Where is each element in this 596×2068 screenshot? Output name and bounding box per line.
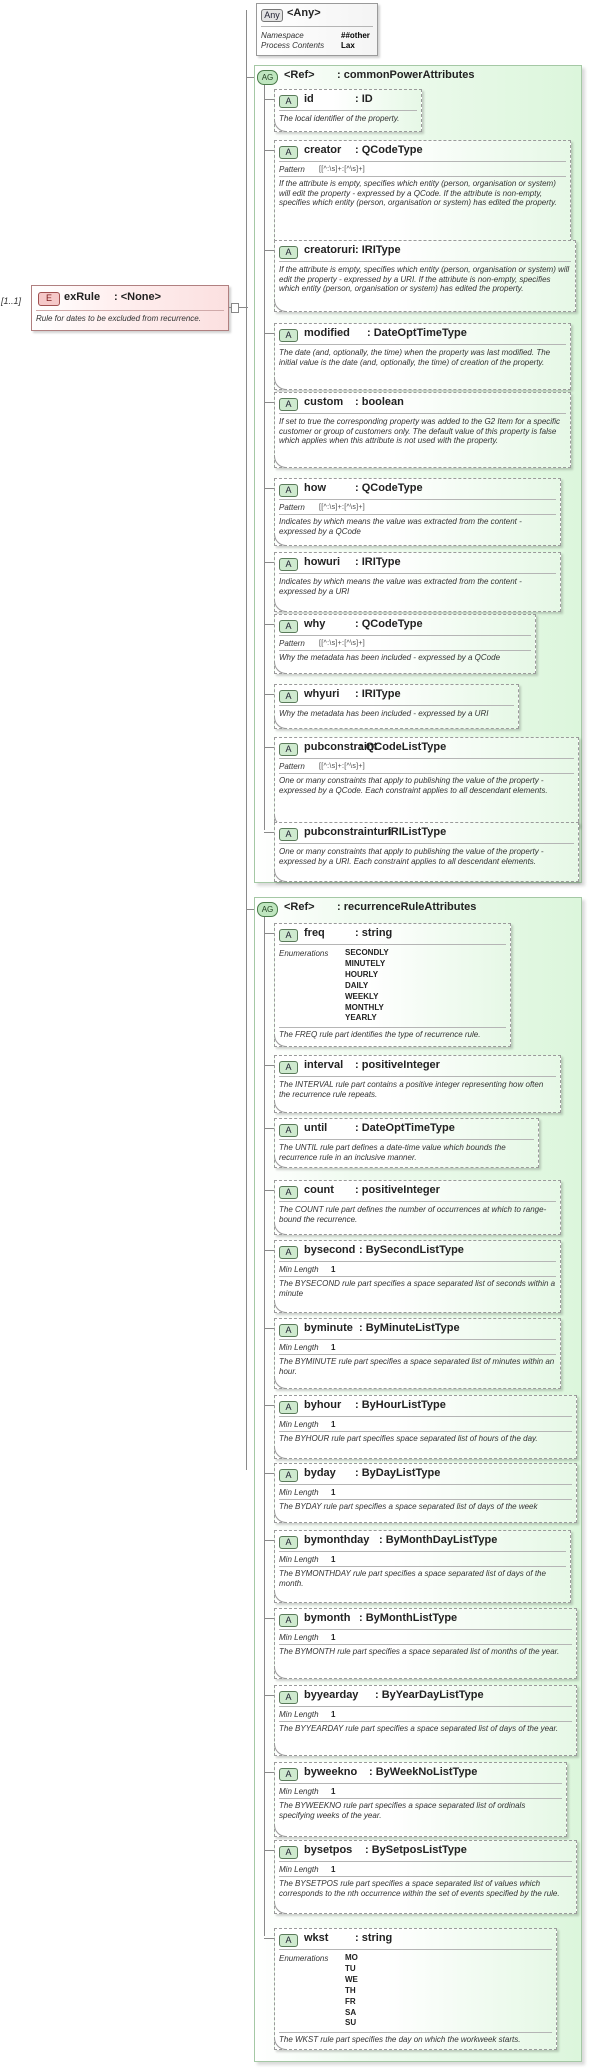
pattern-value: [[^:\s]+:[^\s]+] xyxy=(319,640,365,647)
attribute-name: creatoruri xyxy=(304,244,356,256)
attribute-chip: A xyxy=(279,1846,298,1859)
card-corner xyxy=(274,1510,287,1523)
enumerations-label: Enumerations xyxy=(279,949,329,958)
attribute-chip: A xyxy=(279,929,298,942)
card-corner xyxy=(274,869,287,882)
attribute-connector xyxy=(264,1473,274,1474)
attribute-card-bysetpos[interactable] xyxy=(274,1840,577,1914)
attribute-chip: A xyxy=(279,1246,298,1259)
card-corner xyxy=(274,1901,287,1914)
min-length-label: Min Length xyxy=(279,1265,319,1274)
attribute-type: : QCodeListType xyxy=(359,741,447,753)
card-separator xyxy=(279,413,566,414)
attribute-group-name: : commonPowerAttributes xyxy=(337,69,475,81)
attribute-card-byhour[interactable] xyxy=(274,1395,577,1459)
attribute-chip: A xyxy=(279,743,298,756)
enumeration-value: WEEKLY xyxy=(345,991,379,1001)
card-corner xyxy=(274,1376,287,1389)
attribute-card-howuri[interactable] xyxy=(274,552,561,612)
card-separator xyxy=(279,944,506,945)
card-corner xyxy=(274,1590,287,1603)
attribute-chip: A xyxy=(279,398,298,411)
attribute-name: byday xyxy=(304,1467,336,1479)
card-corner xyxy=(274,1300,287,1313)
attribute-chip: A xyxy=(279,828,298,841)
min-length-label: Min Length xyxy=(279,1787,319,1796)
card-corner xyxy=(274,599,287,612)
element-multiplicity: [1..1] xyxy=(1,296,22,306)
card-separator xyxy=(279,1339,556,1340)
card-separator xyxy=(279,1876,572,1877)
card-separator xyxy=(279,261,571,262)
attribute-description: The BYWEEKNO rule part specifies a space separated list of ordinals specifying weeks of the year. xyxy=(279,1801,526,1820)
attribute-card-until[interactable] xyxy=(274,1118,539,1168)
pattern-label: Pattern xyxy=(279,762,305,771)
attribute-description: Indicates by which means the value was extracted from the content - expressed by a QCode xyxy=(279,517,522,536)
attribute-description: The INTERVAL rule part contains a positive integer representing how often the recurrence rule repeats. xyxy=(279,1080,544,1099)
any-box xyxy=(256,3,378,56)
attribute-type: : IRIType xyxy=(355,556,401,568)
attribute-chip: A xyxy=(279,95,298,108)
attribute-description: The BYYEARDAY rule part specifies a space separated list of days of the year. xyxy=(279,1724,559,1733)
attribute-card-freq[interactable] xyxy=(274,923,511,1047)
attribute-connector xyxy=(264,1850,274,1851)
enumeration-value: TH xyxy=(345,1985,356,1995)
attribute-card-how[interactable] xyxy=(274,478,561,546)
element-name: exRule xyxy=(64,291,101,303)
card-separator xyxy=(279,1551,566,1552)
card-separator xyxy=(279,635,531,636)
min-length-label: Min Length xyxy=(279,1865,319,1874)
attribute-type: : ByMonthDayListType xyxy=(379,1534,498,1546)
enumeration-value: MINUTELY xyxy=(345,958,386,968)
attribute-card-bymonth[interactable] xyxy=(274,1608,577,1679)
attribute-description: If set to true the corresponding property was added to the G2 Item for a specific customer or group of customers only. The default value of this property is false which applies when this attribute is not used with the property. xyxy=(279,417,561,446)
attribute-name: until xyxy=(304,1122,328,1134)
attribute-group-ref: <Ref> xyxy=(284,901,315,913)
attribute-name: byweekno xyxy=(304,1766,358,1778)
card-separator xyxy=(279,1949,552,1950)
card-separator xyxy=(279,1076,556,1077)
attribute-name: why xyxy=(304,618,326,630)
pattern-label: Pattern xyxy=(279,639,305,648)
attribute-chip: A xyxy=(279,1691,298,1704)
card-separator xyxy=(279,1629,572,1630)
min-length-label: Min Length xyxy=(279,1633,319,1642)
card-separator xyxy=(279,758,574,759)
card-separator xyxy=(279,705,514,706)
pattern-value: [[^:\s]+:[^\s]+] xyxy=(319,504,365,511)
attribute-chip: A xyxy=(279,1401,298,1414)
attribute-connector xyxy=(264,1938,274,1939)
attribute-card-creator[interactable] xyxy=(274,140,571,252)
card-separator xyxy=(279,1484,572,1485)
attribute-type: : DateOptTimeType xyxy=(367,327,467,339)
attribute-connector xyxy=(264,1065,274,1066)
attribute-card-creatoruri[interactable] xyxy=(274,240,576,312)
pattern-label: Pattern xyxy=(279,165,305,174)
attribute-chip: A xyxy=(279,558,298,571)
attribute-connector xyxy=(264,1618,274,1619)
attribute-description: The BYDAY rule part specifies a space separated list of days of the week xyxy=(279,1502,538,1511)
card-separator xyxy=(279,1139,534,1140)
attribute-type: : QCodeType xyxy=(355,618,423,630)
attribute-card-modified[interactable] xyxy=(274,323,571,390)
element-description: Rule for dates to be excluded from recurrence. xyxy=(36,314,201,323)
attribute-description: The UNTIL rule part defines a date-time value which bounds the recurrence rule in an inclusive manner. xyxy=(279,1143,506,1162)
attribute-connector xyxy=(264,150,274,151)
min-length-value: 1 xyxy=(331,1865,336,1874)
attribute-name: byhour xyxy=(304,1399,342,1411)
enumeration-value: SU xyxy=(345,2018,357,2028)
attribute-card-pubconstraint[interactable] xyxy=(274,737,579,827)
attribute-type: : string xyxy=(355,1932,393,1944)
card-separator xyxy=(279,110,417,111)
attribute-chip: A xyxy=(279,484,298,497)
attribute-connector xyxy=(264,562,274,563)
attribute-chip: A xyxy=(279,1934,298,1947)
attribute-description: One or many constraints that apply to publishing the value of the property - expressed by a QCode. Each constraint applies to all descendant elements. xyxy=(279,776,548,795)
attribute-description: If the attribute is empty, specifies which entity (person, organisation or system) will edit the property - expressed by a QCode. If the attribute is non-empty, specifies which entity (person, organisation or system) has edited the property. xyxy=(279,179,557,208)
card-corner xyxy=(274,661,287,674)
group-spine xyxy=(264,85,265,830)
card-separator xyxy=(279,1644,572,1645)
attribute-connector xyxy=(264,624,274,625)
any-process-label: Process Contents xyxy=(261,41,325,50)
element-exrule[interactable] xyxy=(31,285,229,331)
attribute-connector xyxy=(264,1190,274,1191)
attribute-type: : IRIType xyxy=(355,244,401,256)
min-length-label: Min Length xyxy=(279,1555,319,1564)
attribute-card-whyuri[interactable] xyxy=(274,684,519,729)
min-length-label: Min Length xyxy=(279,1488,319,1497)
min-length-label: Min Length xyxy=(279,1343,319,1352)
attribute-type: : ID xyxy=(355,93,373,105)
min-length-value: 1 xyxy=(331,1710,336,1719)
attribute-connector xyxy=(264,99,274,100)
enumeration-value: YEARLY xyxy=(345,1013,377,1023)
attribute-chip: A xyxy=(279,146,298,159)
min-length-value: 1 xyxy=(331,1555,336,1564)
attribute-group-chip: AG xyxy=(257,902,278,917)
attribute-name: howuri xyxy=(304,556,341,568)
attribute-name: id xyxy=(304,93,314,105)
card-separator xyxy=(279,176,566,177)
card-separator xyxy=(279,1798,562,1799)
attribute-name: creator xyxy=(304,144,342,156)
enumeration-value: DAILY xyxy=(345,980,369,990)
min-length-label: Min Length xyxy=(279,1420,319,1429)
attribute-group-chip: AG xyxy=(257,70,278,85)
pattern-value: [[^:\s]+:[^\s]+] xyxy=(319,166,365,173)
attribute-card-custom[interactable] xyxy=(274,392,571,468)
element-chip: E xyxy=(38,292,60,306)
enumeration-value: TU xyxy=(345,1963,356,1973)
card-corner xyxy=(274,1100,287,1113)
attribute-chip: A xyxy=(279,1768,298,1781)
card-separator xyxy=(279,1416,572,1417)
attribute-chip: A xyxy=(279,1186,298,1199)
min-length-value: 1 xyxy=(331,1420,336,1429)
attribute-type: : ByMonthListType xyxy=(359,1612,458,1624)
attribute-description: Indicates by which means the value was extracted from the content - expressed by a URI xyxy=(279,577,522,596)
attribute-description: If the attribute is empty, specifies which entity (person, organisation or system) will edit the property - expressed by a URI. If the attribute is non-empty, specifies which entity (person, organisation or system) has edited the property. xyxy=(279,265,570,294)
group-connector xyxy=(246,909,254,910)
attribute-connector xyxy=(264,250,274,251)
attribute-type: : BySecondListType xyxy=(359,1244,464,1256)
attribute-connector xyxy=(264,832,274,833)
attribute-card-bysecond[interactable] xyxy=(274,1240,561,1313)
min-length-value: 1 xyxy=(331,1787,336,1796)
enumeration-value: MO xyxy=(345,1953,358,1962)
attribute-connector xyxy=(264,1328,274,1329)
attribute-type: : positiveInteger xyxy=(355,1059,440,1071)
card-separator xyxy=(279,1261,556,1262)
attribute-name: byyearday xyxy=(304,1689,359,1701)
attribute-connector xyxy=(264,747,274,748)
attribute-type: : boolean xyxy=(355,396,404,408)
attribute-description: The WKST rule part specifies the day on which the workweek starts. xyxy=(279,2035,521,2045)
attribute-chip: A xyxy=(279,329,298,342)
attribute-name: count xyxy=(304,1184,334,1196)
attribute-card-wkst[interactable] xyxy=(274,1928,557,2050)
attribute-type: : ByYearDayListType xyxy=(375,1689,484,1701)
attribute-description: One or many constraints that apply to publishing the value of the property - expressed by a URI. Each constraint applies to all descendant elements. xyxy=(279,847,544,866)
enumeration-value: FR xyxy=(345,1996,356,2006)
attribute-connector xyxy=(264,1772,274,1773)
enumeration-value: SA xyxy=(345,2007,357,2017)
card-corner xyxy=(274,1666,287,1679)
attribute-description: The BYSECOND rule part specifies a space separated list of seconds within a minute xyxy=(279,1279,556,1298)
card-separator xyxy=(279,1861,572,1862)
card-separator xyxy=(279,1276,556,1277)
element-type: : <None> xyxy=(114,291,162,303)
attribute-connector xyxy=(264,1695,274,1696)
card-corner xyxy=(274,1446,287,1459)
attribute-connector xyxy=(264,933,274,934)
attribute-card-pubconstrainturi[interactable] xyxy=(274,822,579,882)
any-process-value: Lax xyxy=(341,41,355,50)
card-separator xyxy=(279,2032,552,2033)
attribute-type: : BySetposListType xyxy=(365,1844,467,1856)
any-namespace-label: Namespace xyxy=(261,31,304,40)
attribute-connector xyxy=(264,1128,274,1129)
attribute-description: The local identifier of the property. xyxy=(279,114,400,123)
attribute-connector xyxy=(264,1250,274,1251)
attribute-group-name: : recurrenceRuleAttributes xyxy=(337,901,477,913)
attribute-description: The date (and, optionally, the time) when the property was last modified. The initial value is the date (and, optionally, the time) of creation of the property. xyxy=(279,348,551,367)
attribute-name: how xyxy=(304,482,326,494)
card-separator xyxy=(279,344,566,345)
attribute-description: The BYMONTHDAY rule part specifies a space separated list of days of the month. xyxy=(279,1569,546,1588)
attribute-name: modified xyxy=(304,327,350,339)
min-length-label: Min Length xyxy=(279,1710,319,1719)
card-corner xyxy=(274,455,287,468)
card-separator xyxy=(279,1201,556,1202)
attribute-description: Why the metadata has been included - expressed by a QCode xyxy=(279,653,501,662)
attribute-connector xyxy=(264,402,274,403)
enumeration-value: WE xyxy=(345,1974,358,1984)
attribute-name: freq xyxy=(304,927,325,939)
attribute-connector xyxy=(264,1405,274,1406)
attribute-type: : QCodeType xyxy=(355,482,423,494)
card-separator xyxy=(279,499,556,500)
attribute-chip: A xyxy=(279,690,298,703)
attribute-name: pubconstrainturi xyxy=(304,826,392,838)
attribute-chip: A xyxy=(279,620,298,633)
attribute-name: custom xyxy=(304,396,344,408)
attribute-type: : DateOptTimeType xyxy=(355,1122,455,1134)
pattern-label: Pattern xyxy=(279,503,305,512)
card-separator xyxy=(279,773,574,774)
enumeration-value: HOURLY xyxy=(345,969,379,979)
min-length-value: 1 xyxy=(331,1343,336,1352)
attribute-chip: A xyxy=(279,1614,298,1627)
attribute-card-count[interactable] xyxy=(274,1180,561,1235)
enumerations-label: Enumerations xyxy=(279,1954,329,1963)
attribute-description: Why the metadata has been included - expressed by a URI xyxy=(279,709,489,718)
card-separator xyxy=(279,1566,566,1567)
attribute-connector xyxy=(264,1540,274,1541)
attribute-chip: A xyxy=(279,1061,298,1074)
attribute-description: The BYMONTH rule part specifies a space separated list of months of the year. xyxy=(279,1647,560,1656)
card-corner xyxy=(274,377,287,390)
card-separator xyxy=(279,843,574,844)
attribute-card-bymonthday[interactable] xyxy=(274,1530,571,1603)
attribute-type: : ByDayListType xyxy=(355,1467,441,1479)
attribute-name: bysecond xyxy=(304,1244,356,1256)
attribute-type: : ByMinuteListType xyxy=(359,1322,460,1334)
card-separator xyxy=(279,1431,572,1432)
group-spine xyxy=(264,917,265,1936)
any-chip: Any xyxy=(261,9,283,22)
attribute-connector xyxy=(264,488,274,489)
attribute-card-byday[interactable] xyxy=(274,1463,577,1523)
attribute-description: The BYMINUTE rule part specifies a space separated list of minutes within an hour. xyxy=(279,1357,555,1376)
attribute-description: The BYSETPOS rule part specifies a space separated list of values which corresponds to the nth occurrence within the set of events specified by the rule. xyxy=(279,1879,560,1898)
card-separator xyxy=(279,573,556,574)
min-length-value: 1 xyxy=(331,1633,336,1642)
attribute-type: : ByHourListType xyxy=(355,1399,446,1411)
attribute-name: bymonth xyxy=(304,1612,351,1624)
card-corner xyxy=(274,1743,287,1756)
card-corner xyxy=(274,299,287,312)
attribute-connector xyxy=(264,694,274,695)
attribute-chip: A xyxy=(279,1469,298,1482)
attribute-name: byminute xyxy=(304,1322,353,1334)
attribute-type: : ByWeekNoListType xyxy=(369,1766,478,1778)
group-connector xyxy=(246,77,254,78)
attribute-chip: A xyxy=(279,1124,298,1137)
card-separator xyxy=(279,1706,572,1707)
attribute-description: The BYHOUR rule part specifies space separated list of hours of the day. xyxy=(279,1434,538,1443)
card-separator xyxy=(279,1499,572,1500)
attribute-name: whyuri xyxy=(304,688,340,700)
enumeration-value: SECONDLY xyxy=(345,948,389,957)
attribute-name: interval xyxy=(304,1059,344,1071)
any-title: <Any> xyxy=(287,7,321,19)
attribute-description: The COUNT rule part defines the number of occurrences at which to range-bound the recurrence. xyxy=(279,1205,547,1224)
card-separator xyxy=(279,650,531,651)
card-separator xyxy=(279,1721,572,1722)
attribute-connector xyxy=(264,333,274,334)
card-separator xyxy=(279,1027,506,1028)
attribute-type: : positiveInteger xyxy=(355,1184,440,1196)
attribute-chip: A xyxy=(279,246,298,259)
attribute-card-byweekno[interactable] xyxy=(274,1762,567,1837)
attribute-card-interval[interactable] xyxy=(274,1055,561,1113)
attribute-name: wkst xyxy=(304,1932,329,1944)
pattern-value: [[^:\s]+:[^\s]+] xyxy=(319,763,365,770)
card-corner xyxy=(274,1824,287,1837)
attribute-chip: A xyxy=(279,1536,298,1549)
attribute-name: pubconstraint xyxy=(304,741,378,753)
attribute-type: : IRIType xyxy=(355,688,401,700)
attribute-group-ref: <Ref> xyxy=(284,69,315,81)
card-separator xyxy=(279,161,566,162)
attribute-card-id[interactable] xyxy=(274,89,422,132)
enumeration-value: MONTHLY xyxy=(345,1002,384,1012)
min-length-value: 1 xyxy=(331,1488,336,1497)
attribute-type: : IRIListType xyxy=(381,826,447,838)
attribute-type: : string xyxy=(355,927,393,939)
any-namespace-value: ##other xyxy=(341,31,370,40)
min-length-value: 1 xyxy=(331,1265,336,1274)
card-separator xyxy=(279,1354,556,1355)
attribute-name: bymonthday xyxy=(304,1534,370,1546)
attribute-card-byyearday[interactable] xyxy=(274,1685,577,1756)
card-separator xyxy=(279,514,556,515)
attribute-chip: A xyxy=(279,1324,298,1337)
attribute-card-byminute[interactable] xyxy=(274,1318,561,1389)
attribute-description: The FREQ rule part identifies the type of recurrence rule. xyxy=(279,1030,481,1040)
card-separator xyxy=(279,1783,562,1784)
attribute-type: : QCodeType xyxy=(355,144,423,156)
attribute-name: bysetpos xyxy=(304,1844,353,1856)
attribute-card-why[interactable] xyxy=(274,614,536,674)
